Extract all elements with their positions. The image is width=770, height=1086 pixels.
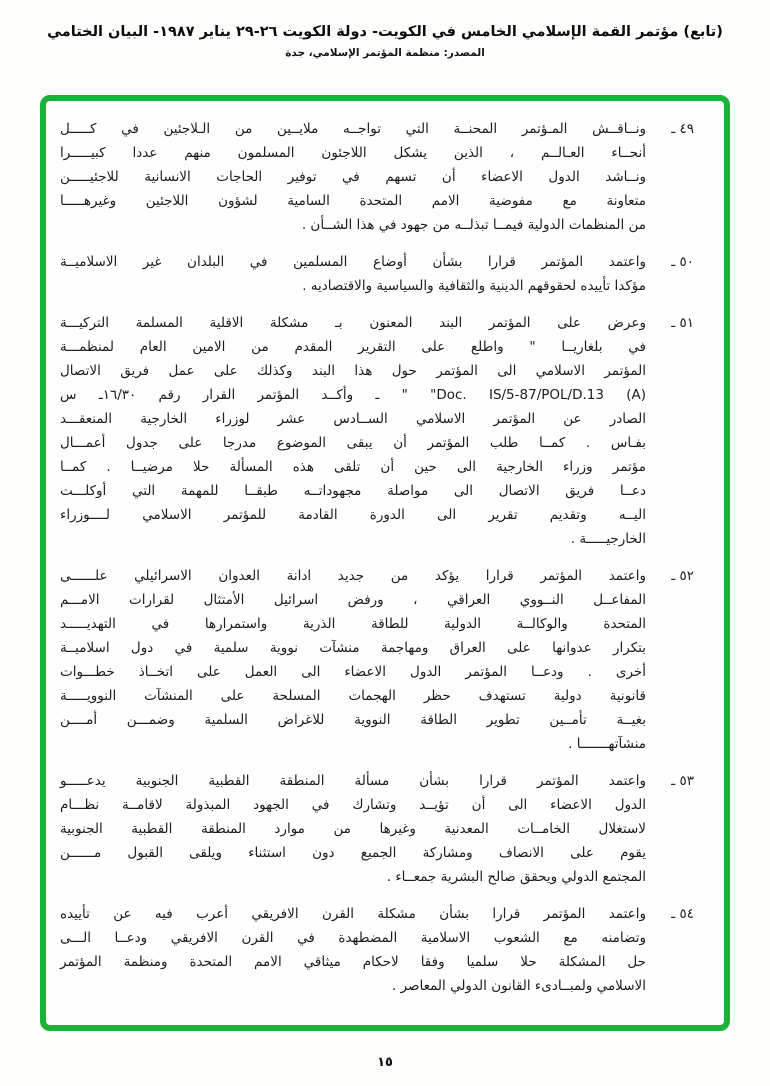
paragraph-line: واعتمد المؤتمر قرارا بشأن مشكلة القرن الافريقي أعرب فيه عن تأييده (60, 906, 646, 922)
paragraph-line: مؤكدا تأييده لحقوقهم الدينية والثقافية والسياسية والاقتصاديه . (302, 278, 646, 294)
paragraph-number: ٥٠ ـ (671, 254, 694, 270)
paragraph-text (60, 769, 646, 889)
paragraph-number: ٥٣ ـ (671, 773, 694, 789)
paragraph-text (60, 564, 646, 756)
document-box (40, 95, 730, 1031)
paragraph-line: أخرى . ودعــا المؤتمر الدول الاعضاء الى العمل على اتخــاذ خطـــوات (60, 664, 646, 680)
paragraph-line: ونــاقــش المـؤتمر المحنــة التي تواجــه ملايــين من الـلاجئين في كـــــل (60, 121, 646, 137)
paragraph-number: ٥١ ـ (671, 315, 694, 331)
paragraph-line: قانونية دولية تستهدف حظر الهجمات المسلحة على المنشآت النوويـــــة (60, 688, 646, 704)
paragraph-line: من المنظمات الدولية فيمــا تبذلــه من جهود في هذا الشــأن . (301, 217, 646, 233)
paragraph-number: ٤٩ ـ (671, 121, 694, 137)
paragraph-line: واعتمد المؤتمر قرارا بشأن أوضاع المسلمين في البلدان غير الاسلاميــة (60, 254, 646, 270)
document-source-line: المصدر: منظمة المؤتمر الإسلامي، جدة (285, 47, 485, 59)
paragraph-line: لاستغلال الخامــات المعدنية وغيرها من موارد المنطقة القطبية الجنوبية (60, 821, 646, 837)
paragraph-line: وتضامنه مع الشعوب الاسلامية المضطهدة في القرن الافريقي ودعــا الـــى (60, 930, 646, 946)
paragraph (60, 117, 718, 237)
paragraph-line: ‪Doc. IS/5-87/POL/D.13 (A)‬" " ـ وأكــد المؤتمر القرار رقم ١٦/٣٠ـ س (60, 387, 646, 403)
paragraph-line: أنحــاء العـالــم ، الذين يشكل اللاجئون المسلمون منهم عددا كبيـــــرا (60, 145, 646, 161)
paragraph-line: مؤتمر وزراء الخارجية الى حين أن تلقى هذه المسألة حلا مرضيــا . كمــا (60, 459, 646, 475)
paragraph-number: ٥٤ ـ (671, 906, 694, 922)
paragraph (60, 250, 718, 298)
page-number: ١٥ (377, 1055, 393, 1070)
paragraph-text (60, 250, 646, 298)
paragraph-line: الدول الاعضاء الى أن تؤيــد وتشارك في الجهود المبذولة لاقامــة نظـــام (60, 797, 646, 813)
paragraph-line: منشآتهـــــــا . (568, 736, 646, 752)
paragraph-number: ٥٢ ـ (671, 568, 694, 584)
paragraph-line: متعاونة مع مفوضية الامم المتحدة السامية لشؤون اللاجئين وغيرهـــــا (60, 193, 646, 209)
paragraph-line: يقوم على الانصاف ومشاركة الجميع دون استثناء ويلقى القبول مــــــن (60, 845, 646, 861)
paragraph (60, 564, 718, 756)
paragraph-line: بفـاس . كمــا طلب المؤتمر أن يبقى الموضوع مدرجا على جدول أعمـــال (60, 435, 646, 451)
paragraph-text (60, 902, 646, 998)
paragraph-text (60, 117, 646, 237)
paragraph-text (60, 311, 646, 551)
paragraph-line: دعــا فريق الاتصال الى مواصلة مجهوداتــه طبقــا للمهمة التي أوكلـــت (60, 483, 646, 499)
paragraph (60, 769, 718, 889)
paragraph-line: الخارجيـــــة . (570, 531, 646, 547)
document-title: (تابع) مؤتمر القمة الإسلامي الخامس في الكويت- دولة الكويت ‪٢٦-٢٩‬ يناير ١٩٨٧- البيان الختامي (47, 24, 723, 40)
paragraph-line: حل المشكلة حلا سلميا وفقا لاحكام ميثاقي الامم المتحدة ومنظمة المؤتمر (60, 954, 646, 970)
paragraph-line: اليــه وتقديم تقرير الى الدورة القادمة للمؤتمر الاسلامي لــــوزراء (60, 507, 646, 523)
paragraph-line: بتكرار عدوانها على العراق ومهاجمة منشآت نووية سلمية في دول اسلاميــة (60, 640, 646, 656)
paragraph-line: الصادر عن المؤتمر الاسلامي الســادس عشر لوزراء الخارجية المنعقـــد (60, 411, 646, 427)
page-header (0, 0, 770, 59)
paragraph (60, 902, 718, 998)
paragraph-line: المؤتمر الاسلامي الى المؤتمر حول هذا البند وكذلك على عمل فريق الاتصال (60, 363, 646, 379)
paragraph-line: المجتمع الدولي ويحقق صالح البشرية جمعــاء . (386, 869, 646, 885)
paragraph-line: وعرض على المؤتمر البند المعنون بـ مشكلة الاقلية المسلمة التركيـــة (60, 315, 646, 331)
paragraph-line: الاسلامي ولمبــادىء القانون الدولي المعاصر . (391, 978, 646, 994)
paragraph (60, 311, 718, 551)
paragraph-line: المفاعــل النــووي العراقي ، ورفض اسرائيل الأمتثال لقرارات الامـــم (60, 592, 646, 608)
paragraph-line: واعتمد المؤتمر قرارا بشأن مسألة المنطقة القطبية الجنوبية يدعـــــو (60, 773, 646, 789)
paragraph-line: في بلغاريــا " واطلع على التقرير المقدم من الامين العام لمنظمـــة (60, 339, 646, 355)
paragraph-line: المتحدة والوكالــة الدولية للطاقة الذرية واستمرارها في التهديـــــد (60, 616, 646, 632)
paragraph-line: بغيــة تأمــين تطوير الطاقة النووية للاغراض السلمية وضمـــن أمــــن (60, 712, 646, 728)
paragraph-line: ونــاشد الدول الاعضاء أن تسهم في توفير الحاجات الانسانية للاجئيـــــن (60, 169, 646, 185)
paragraph-line: واعتمد المؤتمر قرارا يؤكد من جديد ادانة العدوان الاسرائيلي علــــــى (60, 568, 646, 584)
